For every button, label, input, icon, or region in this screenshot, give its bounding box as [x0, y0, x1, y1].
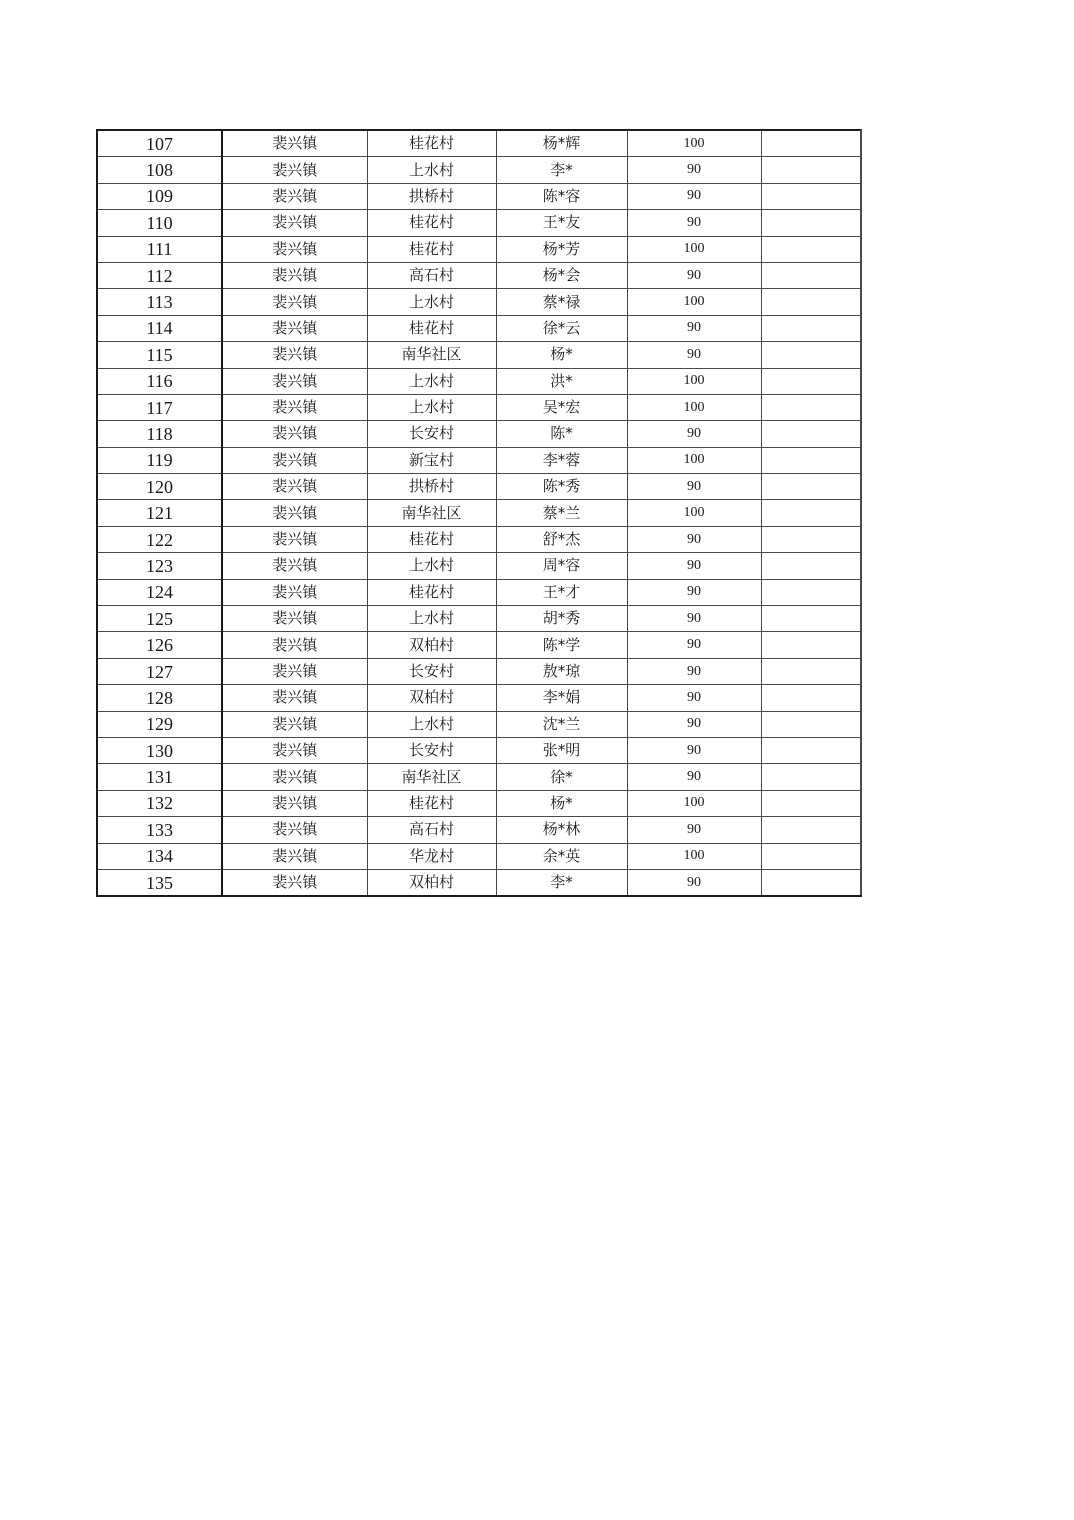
- table-row: [97, 579, 861, 605]
- table-body: [97, 130, 861, 896]
- cell-village: 高石村: [367, 817, 496, 843]
- table-row: [97, 606, 861, 632]
- cell-amount: 90: [627, 315, 761, 341]
- table-row: [97, 183, 861, 209]
- cell-number: 110: [97, 210, 222, 236]
- cell-town: 裴兴镇: [222, 790, 367, 816]
- cell-note: [761, 711, 861, 737]
- cell-number: 124: [97, 579, 222, 605]
- cell-town: 裴兴镇: [222, 368, 367, 394]
- cell-name: 杨*芳: [496, 236, 627, 262]
- cell-note: [761, 183, 861, 209]
- table-row: [97, 553, 861, 579]
- cell-note: [761, 606, 861, 632]
- cell-note: [761, 236, 861, 262]
- cell-number: 114: [97, 315, 222, 341]
- table-row: [97, 790, 861, 816]
- cell-note: [761, 474, 861, 500]
- cell-note: [761, 315, 861, 341]
- cell-name: 杨*会: [496, 262, 627, 288]
- table-row: [97, 394, 861, 420]
- cell-village: 桂花村: [367, 236, 496, 262]
- cell-name: 陈*秀: [496, 474, 627, 500]
- cell-note: [761, 210, 861, 236]
- cell-town: 裴兴镇: [222, 606, 367, 632]
- table-row: [97, 130, 861, 157]
- cell-amount: 90: [627, 421, 761, 447]
- cell-town: 裴兴镇: [222, 447, 367, 473]
- cell-number: 126: [97, 632, 222, 658]
- cell-number: 130: [97, 737, 222, 763]
- cell-number: 120: [97, 474, 222, 500]
- cell-name: 陈*: [496, 421, 627, 447]
- cell-name: 李*: [496, 869, 627, 896]
- data-table: [96, 129, 862, 897]
- cell-village: 双柏村: [367, 685, 496, 711]
- cell-name: 李*: [496, 157, 627, 183]
- cell-village: 高石村: [367, 262, 496, 288]
- cell-name: 敖*琼: [496, 658, 627, 684]
- cell-village: 南华社区: [367, 500, 496, 526]
- cell-amount: 90: [627, 526, 761, 552]
- cell-note: [761, 658, 861, 684]
- table-row: [97, 764, 861, 790]
- cell-amount: 100: [627, 790, 761, 816]
- cell-village: 华龙村: [367, 843, 496, 869]
- cell-village: 上水村: [367, 368, 496, 394]
- cell-town: 裴兴镇: [222, 817, 367, 843]
- cell-town: 裴兴镇: [222, 315, 367, 341]
- cell-name: 蔡*兰: [496, 500, 627, 526]
- cell-note: [761, 394, 861, 420]
- cell-amount: 90: [627, 262, 761, 288]
- cell-town: 裴兴镇: [222, 526, 367, 552]
- cell-village: 长安村: [367, 737, 496, 763]
- cell-village: 桂花村: [367, 790, 496, 816]
- table-row: [97, 315, 861, 341]
- cell-number: 112: [97, 262, 222, 288]
- cell-note: [761, 579, 861, 605]
- cell-village: 桂花村: [367, 526, 496, 552]
- cell-amount: 90: [627, 632, 761, 658]
- table-row: [97, 289, 861, 315]
- cell-amount: 90: [627, 764, 761, 790]
- table-row: [97, 632, 861, 658]
- cell-note: [761, 421, 861, 447]
- cell-amount: 100: [627, 289, 761, 315]
- cell-note: [761, 843, 861, 869]
- cell-village: 南华社区: [367, 342, 496, 368]
- cell-amount: 90: [627, 817, 761, 843]
- cell-number: 108: [97, 157, 222, 183]
- table-row: [97, 737, 861, 763]
- cell-village: 桂花村: [367, 315, 496, 341]
- cell-village: 上水村: [367, 711, 496, 737]
- cell-town: 裴兴镇: [222, 157, 367, 183]
- cell-town: 裴兴镇: [222, 130, 367, 157]
- cell-note: [761, 289, 861, 315]
- cell-town: 裴兴镇: [222, 474, 367, 500]
- cell-town: 裴兴镇: [222, 869, 367, 896]
- cell-amount: 100: [627, 236, 761, 262]
- cell-village: 上水村: [367, 289, 496, 315]
- cell-village: 桂花村: [367, 210, 496, 236]
- cell-name: 杨*: [496, 342, 627, 368]
- cell-name: 胡*秀: [496, 606, 627, 632]
- cell-note: [761, 368, 861, 394]
- cell-number: 123: [97, 553, 222, 579]
- cell-name: 余*英: [496, 843, 627, 869]
- cell-note: [761, 632, 861, 658]
- cell-village: 长安村: [367, 658, 496, 684]
- cell-town: 裴兴镇: [222, 658, 367, 684]
- cell-name: 徐*云: [496, 315, 627, 341]
- cell-name: 蔡*禄: [496, 289, 627, 315]
- cell-number: 135: [97, 869, 222, 896]
- table-row: [97, 421, 861, 447]
- cell-town: 裴兴镇: [222, 843, 367, 869]
- cell-town: 裴兴镇: [222, 262, 367, 288]
- cell-note: [761, 737, 861, 763]
- cell-village: 上水村: [367, 157, 496, 183]
- cell-village: 上水村: [367, 606, 496, 632]
- cell-name: 陈*容: [496, 183, 627, 209]
- cell-name: 沈*兰: [496, 711, 627, 737]
- table-row: [97, 843, 861, 869]
- cell-number: 109: [97, 183, 222, 209]
- cell-name: 周*容: [496, 553, 627, 579]
- table-row: [97, 658, 861, 684]
- cell-town: 裴兴镇: [222, 764, 367, 790]
- cell-town: 裴兴镇: [222, 236, 367, 262]
- cell-number: 134: [97, 843, 222, 869]
- cell-amount: 100: [627, 130, 761, 157]
- cell-amount: 90: [627, 658, 761, 684]
- cell-name: 杨*: [496, 790, 627, 816]
- cell-note: [761, 262, 861, 288]
- table-row: [97, 711, 861, 737]
- cell-amount: 90: [627, 685, 761, 711]
- cell-amount: 90: [627, 579, 761, 605]
- cell-number: 133: [97, 817, 222, 843]
- cell-name: 李*娟: [496, 685, 627, 711]
- cell-amount: 100: [627, 394, 761, 420]
- cell-amount: 90: [627, 342, 761, 368]
- cell-town: 裴兴镇: [222, 685, 367, 711]
- cell-note: [761, 342, 861, 368]
- cell-town: 裴兴镇: [222, 183, 367, 209]
- cell-name: 舒*杰: [496, 526, 627, 552]
- cell-note: [761, 764, 861, 790]
- cell-town: 裴兴镇: [222, 289, 367, 315]
- cell-number: 125: [97, 606, 222, 632]
- cell-amount: 90: [627, 157, 761, 183]
- cell-village: 上水村: [367, 553, 496, 579]
- cell-village: 长安村: [367, 421, 496, 447]
- cell-number: 115: [97, 342, 222, 368]
- cell-name: 杨*林: [496, 817, 627, 843]
- cell-note: [761, 553, 861, 579]
- cell-note: [761, 817, 861, 843]
- cell-town: 裴兴镇: [222, 500, 367, 526]
- cell-number: 127: [97, 658, 222, 684]
- cell-number: 129: [97, 711, 222, 737]
- cell-village: 拱桥村: [367, 474, 496, 500]
- table-row: [97, 368, 861, 394]
- cell-number: 117: [97, 394, 222, 420]
- cell-amount: 90: [627, 869, 761, 896]
- cell-note: [761, 130, 861, 157]
- cell-number: 116: [97, 368, 222, 394]
- table-row: [97, 157, 861, 183]
- table-row: [97, 447, 861, 473]
- cell-name: 陈*学: [496, 632, 627, 658]
- cell-village: 拱桥村: [367, 183, 496, 209]
- cell-number: 121: [97, 500, 222, 526]
- cell-number: 131: [97, 764, 222, 790]
- cell-note: [761, 447, 861, 473]
- cell-town: 裴兴镇: [222, 632, 367, 658]
- cell-amount: 90: [627, 737, 761, 763]
- cell-note: [761, 500, 861, 526]
- cell-amount: 100: [627, 447, 761, 473]
- cell-note: [761, 685, 861, 711]
- cell-village: 南华社区: [367, 764, 496, 790]
- table-row: [97, 210, 861, 236]
- cell-number: 107: [97, 130, 222, 157]
- cell-amount: 90: [627, 183, 761, 209]
- cell-village: 新宝村: [367, 447, 496, 473]
- cell-number: 119: [97, 447, 222, 473]
- cell-note: [761, 869, 861, 896]
- cell-name: 张*明: [496, 737, 627, 763]
- cell-number: 111: [97, 236, 222, 262]
- cell-name: 王*友: [496, 210, 627, 236]
- cell-number: 132: [97, 790, 222, 816]
- table-row: [97, 817, 861, 843]
- cell-amount: 90: [627, 606, 761, 632]
- cell-number: 128: [97, 685, 222, 711]
- cell-town: 裴兴镇: [222, 553, 367, 579]
- cell-name: 吴*宏: [496, 394, 627, 420]
- cell-name: 杨*辉: [496, 130, 627, 157]
- table-row: [97, 869, 861, 896]
- cell-town: 裴兴镇: [222, 737, 367, 763]
- cell-town: 裴兴镇: [222, 342, 367, 368]
- cell-number: 118: [97, 421, 222, 447]
- cell-amount: 90: [627, 711, 761, 737]
- cell-village: 桂花村: [367, 130, 496, 157]
- table-row: [97, 342, 861, 368]
- cell-town: 裴兴镇: [222, 210, 367, 236]
- cell-name: 徐*: [496, 764, 627, 790]
- cell-note: [761, 790, 861, 816]
- table-row: [97, 500, 861, 526]
- cell-village: 双柏村: [367, 869, 496, 896]
- cell-town: 裴兴镇: [222, 711, 367, 737]
- cell-amount: 90: [627, 210, 761, 236]
- cell-name: 李*蓉: [496, 447, 627, 473]
- table-row: [97, 236, 861, 262]
- table-row: [97, 685, 861, 711]
- cell-town: 裴兴镇: [222, 579, 367, 605]
- cell-note: [761, 157, 861, 183]
- cell-amount: 100: [627, 843, 761, 869]
- cell-name: 洪*: [496, 368, 627, 394]
- table-row: [97, 526, 861, 552]
- cell-amount: 100: [627, 500, 761, 526]
- cell-number: 113: [97, 289, 222, 315]
- cell-town: 裴兴镇: [222, 421, 367, 447]
- cell-amount: 100: [627, 368, 761, 394]
- cell-number: 122: [97, 526, 222, 552]
- table-row: [97, 474, 861, 500]
- cell-village: 双柏村: [367, 632, 496, 658]
- cell-town: 裴兴镇: [222, 394, 367, 420]
- cell-village: 桂花村: [367, 579, 496, 605]
- cell-village: 上水村: [367, 394, 496, 420]
- cell-name: 王*才: [496, 579, 627, 605]
- cell-amount: 90: [627, 474, 761, 500]
- table-row: [97, 262, 861, 288]
- cell-amount: 90: [627, 553, 761, 579]
- cell-note: [761, 526, 861, 552]
